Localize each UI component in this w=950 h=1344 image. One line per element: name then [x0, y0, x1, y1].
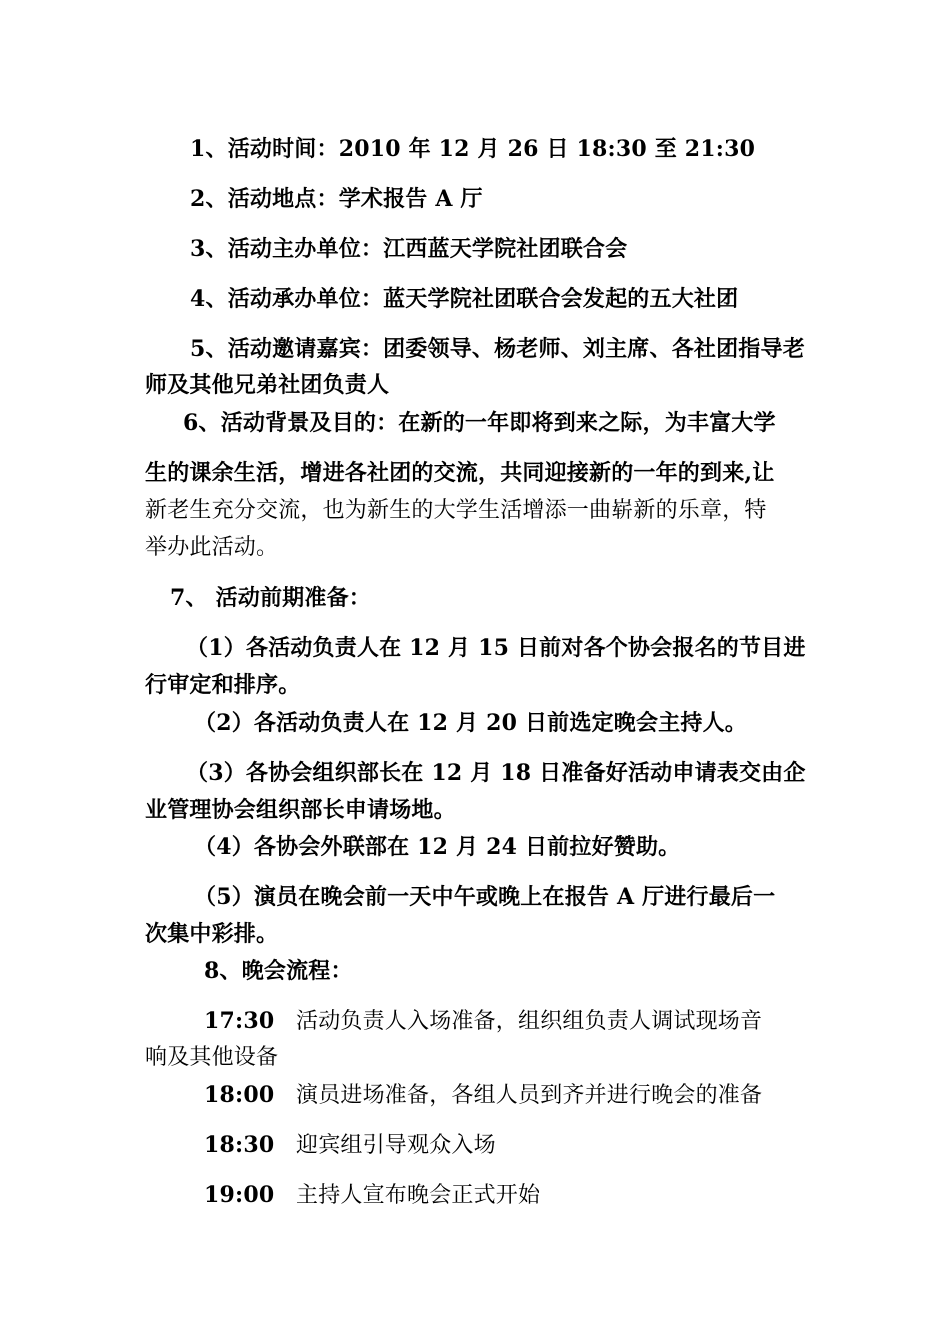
- flow-time: 19:00: [204, 1182, 275, 1208]
- prep-item-3-line-1: （3）各协会组织部长在 12 月 18 日准备好活动申请表交由企: [186, 760, 806, 786]
- activity-time: 1、活动时间：2010 年 12 月 26 日 18:30 至 21:30: [190, 136, 756, 162]
- activity-host: 4、活动承办单位：蓝天学院社团联合会发起的五大社团: [190, 286, 739, 312]
- background-line-3: 新老生充分交流，也为新生的大学生活增添一曲崭新的乐章，特: [145, 498, 767, 523]
- flow-text-continued: 响及其他设备: [145, 1045, 279, 1070]
- guests-line-2: 师及其他兄弟社团负责人: [145, 372, 390, 398]
- flow-text: 演员进场准备，各组人员到齐并进行晚会的准备: [296, 1083, 763, 1108]
- prep-heading: 7、 活动前期准备：: [170, 585, 371, 611]
- prep-item-1-line-2: 行审定和排序。: [145, 672, 301, 698]
- activity-organizer: 3、活动主办单位：江西蓝天学院社团联合会: [190, 236, 628, 262]
- background-line-1: 6、活动背景及目的：在新的一年即将到来之际，为丰富大学: [183, 410, 776, 436]
- prep-item-2: （2）各活动负责人在 12 月 20 日前选定晚会主持人。: [194, 710, 747, 736]
- flow-entry: [204, 1180, 540, 1211]
- flow-entry: [204, 1080, 762, 1111]
- flow-entry: [204, 1006, 762, 1037]
- activity-location: 2、活动地点：学术报告 A 厅: [190, 186, 483, 212]
- prep-item-3-line-2: 业管理协会组织部长申请场地。: [145, 797, 456, 823]
- flow-time: 18:30: [204, 1132, 275, 1158]
- flow-time: 18:00: [204, 1082, 275, 1108]
- flow-entry: [204, 1130, 496, 1161]
- flow-text: 活动负责人入场准备，组织组负责人调试现场音: [296, 1009, 763, 1034]
- background-line-4: 举办此活动。: [145, 535, 279, 560]
- flow-heading: 8、晚会流程：: [204, 958, 353, 984]
- prep-item-5-line-1: （5）演员在晚会前一天中午或晚上在报告 A 厅进行最后一: [194, 884, 776, 910]
- background-line-2: 生的课余生活，增进各社团的交流，共同迎接新的一年的到来,让: [145, 460, 775, 486]
- prep-item-1-line-1: （1）各活动负责人在 12 月 15 日前对各个协会报名的节目进: [186, 635, 806, 661]
- prep-item-4: （4）各协会外联部在 12 月 24 日前拉好赞助。: [194, 834, 681, 860]
- flow-text: 主持人宣布晚会正式开始: [296, 1183, 541, 1208]
- flow-time: 17:30: [204, 1008, 275, 1034]
- prep-item-5-line-2: 次集中彩排。: [145, 921, 279, 947]
- flow-text: 迎宾组引导观众入场: [296, 1133, 496, 1158]
- guests-line-1: 5、活动邀请嘉宾：团委领导、杨老师、刘主席、各社团指导老: [190, 336, 805, 362]
